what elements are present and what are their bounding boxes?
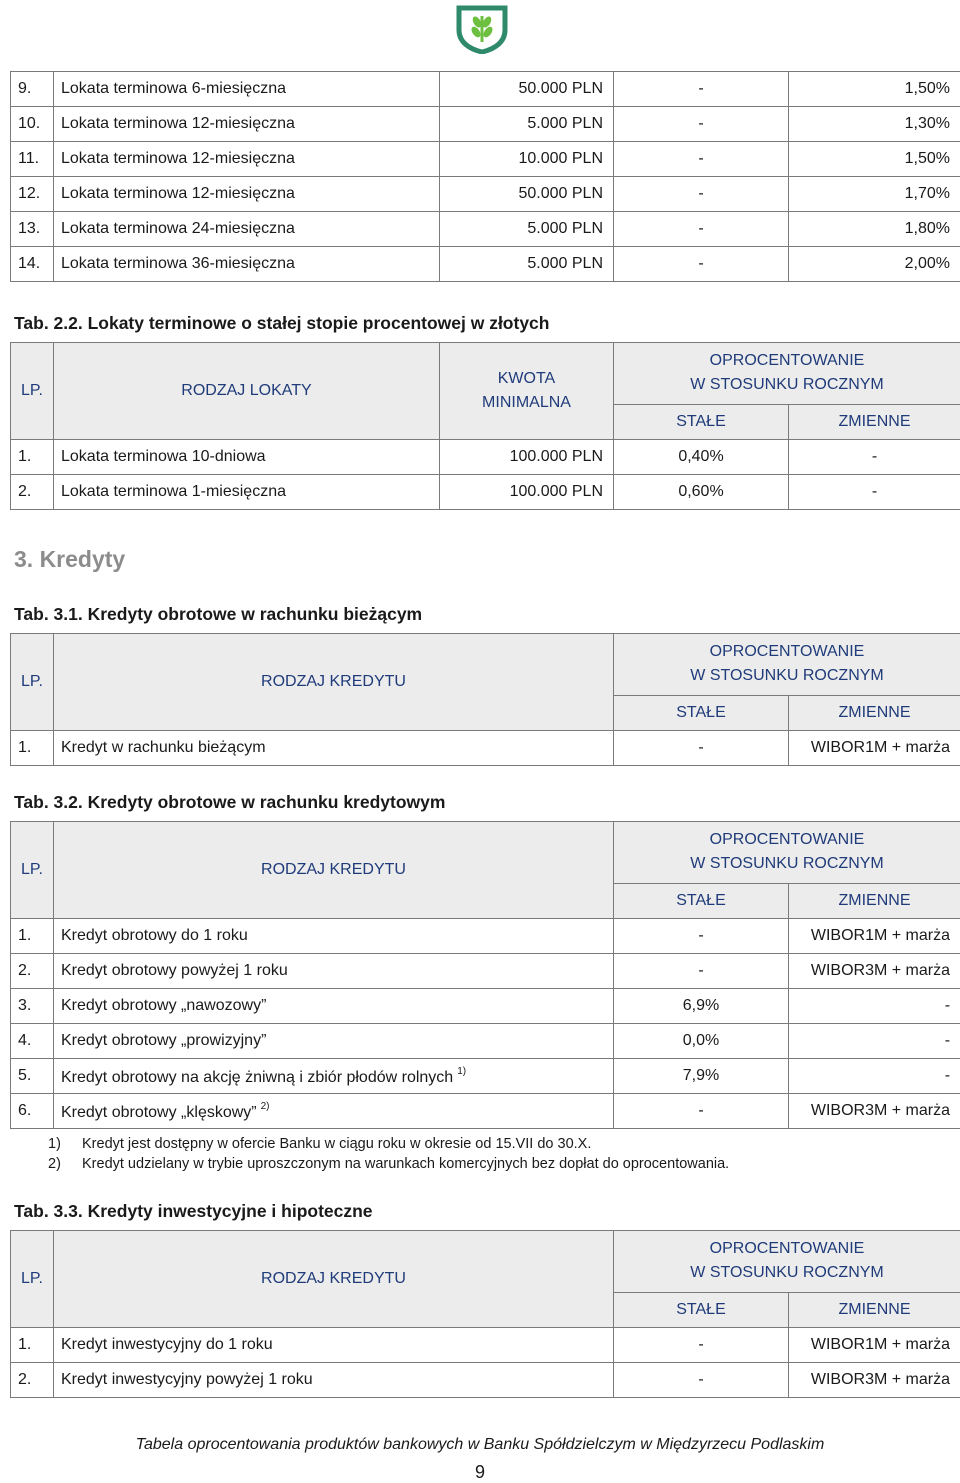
cell-lp: 12. [11,177,54,212]
table-row [11,954,960,989]
cell-variable-rate: WIBOR1M + marża [789,919,960,954]
cell-fixed-rate: - [614,1328,789,1363]
header-amount: KWOTA MINIMALNA [440,343,614,440]
cell-lp: 3. [11,989,54,1024]
cell-fixed-rate: - [614,177,789,212]
table-caption: Tab. 3.2. Kredyty obrotowe w rachunku kredytowym [14,792,446,812]
cell-name: Lokata terminowa 10-dniowa [54,440,440,475]
cell-name: Kredyt obrotowy do 1 roku [54,919,614,954]
cell-fixed-rate: - [614,954,789,989]
cell-lp: 5. [11,1059,54,1094]
cell-amount: 5.000 PLN [440,107,614,142]
cell-fixed-rate: - [614,731,789,766]
header-lp: LP. [11,1231,54,1328]
cell-fixed-rate: - [614,72,789,107]
cell-fixed-rate: - [614,107,789,142]
cell-name: Kredyt obrotowy „klęskowy” $^{2)}$ [54,1094,614,1129]
cell-amount: 100.000 PLN [440,440,614,475]
cell-lp: 1. [11,919,54,954]
table-caption: Tab. 3.3. Kredyty inwestycyjne i hipoteczne [14,1201,373,1221]
cell-name: Kredyt obrotowy powyżej 1 roku [54,954,614,989]
header-variable: ZMIENNE [789,883,960,918]
cell-lp: 11. [11,142,54,177]
cell-lp: 1. [11,731,54,766]
footnotes [48,1134,729,1174]
cell-amount: 50.000 PLN [440,72,614,107]
header-lp: LP. [11,343,54,440]
cell-name: Lokata terminowa 12-miesięczna [54,177,440,212]
cell-lp: 1. [11,440,54,475]
cell-lp: 2. [11,1363,54,1398]
cell-variable-rate: WIBOR1M + marża [789,731,960,766]
cell-name: Kredyt inwestycyjny powyżej 1 roku [54,1363,614,1398]
table-row [11,142,960,177]
deposits-continued-table [10,71,960,282]
cell-amount: 5.000 PLN [440,212,614,247]
cell-fixed-rate: - [614,142,789,177]
cell-name: Lokata terminowa 6-miesięczna [54,72,440,107]
table-row [11,1094,960,1129]
cell-lp: 6. [11,1094,54,1129]
footnote: 2) Kredyt udzielany w trybie uproszczonym na warunkach komercyjnych bez dopłat do oprocentowania. [48,1156,730,1172]
cell-fixed-rate: - [614,1094,789,1129]
cell-name: Kredyt inwestycyjny do 1 roku [54,1328,614,1363]
cell-name: Lokata terminowa 1-miesięczna [54,475,440,510]
header-rate: OPROCENTOWANIE W STOSUNKU ROCZNYM [614,822,960,884]
cell-lp: 2. [11,475,54,510]
cell-name: Kredyt obrotowy „prowizyjny” [54,1024,614,1059]
cell-name: Kredyt w rachunku bieżącym [54,731,614,766]
header-fixed: STAŁE [614,1292,789,1327]
cell-variable-rate: 1,70% [789,177,960,212]
table-row [11,212,960,247]
cell-amount: 100.000 PLN [440,475,614,510]
table-row [11,1363,960,1398]
cell-amount: 10.000 PLN [440,142,614,177]
cell-fixed-rate: 0,40% [614,440,789,475]
cell-variable-rate: 1,50% [789,72,960,107]
cell-variable-rate: - [789,475,960,510]
investment-loans-table [10,1230,960,1398]
header-variable: ZMIENNE [789,1292,960,1327]
cell-fixed-rate: - [614,247,789,282]
table-caption: Tab. 2.2. Lokaty terminowe o stałej stopie procentowej w złotych [14,313,550,333]
cell-variable-rate: 1,30% [789,107,960,142]
footnote-ref: 2) [260,1100,270,1112]
header-type: RODZAJ LOKATY [54,343,440,440]
cell-variable-rate: 1,80% [789,212,960,247]
header-fixed: STAŁE [614,695,789,730]
cell-lp: 1. [11,1328,54,1363]
header-type: RODZAJ KREDYTU [54,822,614,919]
header-type: RODZAJ KREDYTU [54,1231,614,1328]
cell-variable-rate: WIBOR3M + marża [789,1094,960,1129]
cell-name: Lokata terminowa 12-miesięczna [54,142,440,177]
header-rate: OPROCENTOWANIE W STOSUNKU ROCZNYM [614,634,960,696]
cell-fixed-rate: 6,9% [614,989,789,1024]
cell-lp: 9. [11,72,54,107]
cell-fixed-rate: 7,9% [614,1059,789,1094]
header-rate: OPROCENTOWANIE W STOSUNKU ROCZNYM [614,343,960,405]
cell-lp: 14. [11,247,54,282]
header-fixed: STAŁE [614,404,789,439]
cell-name: Kredyt obrotowy „nawozowy” [54,989,614,1024]
cell-variable-rate: - [789,1059,960,1094]
header-variable: ZMIENNE [789,404,960,439]
table-row [11,107,960,142]
cell-variable-rate: - [789,1024,960,1059]
header-lp: LP. [11,822,54,919]
table-row [11,1024,960,1059]
cell-lp: 4. [11,1024,54,1059]
section-heading: 3. Kredyty [14,546,126,572]
footnote: 1) Kredyt jest dostępny w ofercie Banku w ciągu roku w okresie od 15.VII do 30.X. [48,1136,592,1152]
table-row [11,72,960,107]
table-row [11,731,960,766]
fixed-rate-deposits-table [10,342,960,510]
cell-lp: 13. [11,212,54,247]
header-type: RODZAJ KREDYTU [54,634,614,731]
table-row [11,177,960,212]
header-variable: ZMIENNE [789,695,960,730]
cell-lp: 2. [11,954,54,989]
cell-fixed-rate: - [614,919,789,954]
table-row [11,1328,960,1363]
cell-variable-rate: - [789,440,960,475]
page-footer: Tabela oprocentowania produktów bankowych w Banku Spółdzielczym w Międzyrzecu Podlaskim [135,1436,825,1453]
table-caption: Tab. 3.1. Kredyty obrotowe w rachunku bieżącym [14,604,423,624]
cell-fixed-rate: - [614,212,789,247]
cell-amount: 50.000 PLN [440,177,614,212]
cell-variable-rate: WIBOR3M + marża [789,954,960,989]
table-row [11,989,960,1024]
cell-variable-rate: WIBOR1M + marża [789,1328,960,1363]
cell-lp: 10. [11,107,54,142]
header-fixed: STAŁE [614,883,789,918]
table-row [11,919,960,954]
cell-variable-rate: WIBOR3M + marża [789,1363,960,1398]
cell-variable-rate: - [789,989,960,1024]
header-rate: OPROCENTOWANIE W STOSUNKU ROCZNYM [614,1231,960,1293]
cell-amount: 5.000 PLN [440,247,614,282]
cell-name: Lokata terminowa 12-miesięczna [54,107,440,142]
cell-name: Kredyt obrotowy na akcję żniwną i zbiór płodów rolnych $^{1)}$ [54,1059,614,1094]
credit-account-loans-table [10,821,960,1129]
bank-logo-icon [455,4,509,54]
table-row [11,475,960,510]
table-row [11,440,960,475]
cell-name: Lokata terminowa 24-miesięczna [54,212,440,247]
table-row [11,247,960,282]
footnote-ref: 1) [457,1065,467,1077]
table-row [11,1059,960,1094]
cell-fixed-rate: 0,0% [614,1024,789,1059]
current-account-credit-table [10,633,960,766]
header-lp: LP. [11,634,54,731]
cell-variable-rate: 2,00% [789,247,960,282]
cell-fixed-rate: 0,60% [614,475,789,510]
page-number: 9 [474,1462,485,1482]
cell-fixed-rate: - [614,1363,789,1398]
cell-name: Lokata terminowa 36-miesięczna [54,247,440,282]
cell-variable-rate: 1,50% [789,142,960,177]
